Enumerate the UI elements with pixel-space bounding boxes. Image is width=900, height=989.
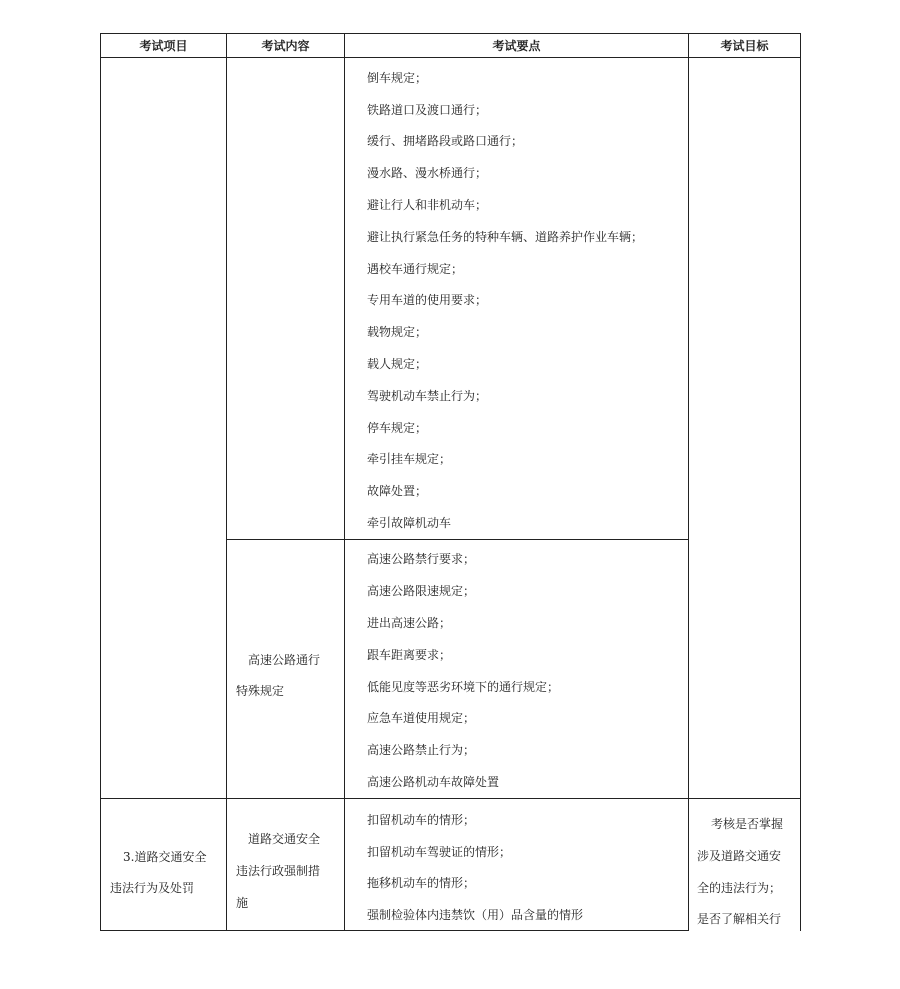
target-line3: 全的违法行为； — [697, 881, 782, 895]
header-exam-points: 考试要点 — [492, 39, 541, 53]
point-item: 缓行、拥堵路段或路口通行； — [367, 134, 524, 148]
point-item: 高速公路禁行要求； — [367, 552, 476, 566]
header-exam-target: 考试目标 — [720, 39, 769, 53]
point-item: 倒车规定； — [367, 71, 428, 85]
content-enforcement-line3: 施 — [236, 896, 249, 910]
point-item: 扣留机动车驾驶证的情形； — [367, 845, 512, 859]
point-item: 驾驶机动车禁止行为； — [367, 389, 488, 403]
point-item: 强制检验体内违禁饮（用）品含量的情形 — [367, 908, 584, 922]
col-border-right — [800, 33, 801, 931]
header-bottom-border — [100, 57, 800, 58]
point-item: 跟车距离要求； — [367, 648, 452, 662]
col-border-1 — [226, 33, 227, 931]
col-border-2 — [344, 33, 345, 931]
point-item: 高速公路禁止行为； — [367, 743, 476, 757]
point-item: 牵引故障机动车 — [367, 516, 452, 530]
point-item: 遇校车通行规定； — [367, 262, 464, 276]
col-border-3 — [688, 33, 689, 931]
point-item: 载物规定； — [367, 325, 428, 339]
point-item: 铁路道口及渡口通行； — [367, 103, 488, 117]
point-item: 停车规定； — [367, 421, 428, 435]
content-enforcement-line2: 违法行政强制措 — [236, 864, 321, 878]
point-item: 高速公路机动车故障处置 — [367, 775, 500, 789]
content-expressway-line1: 高速公路通行 — [248, 653, 321, 667]
point-item: 进出高速公路； — [367, 616, 452, 630]
header-exam-item: 考试项目 — [139, 39, 188, 53]
point-item: 专用车道的使用要求； — [367, 293, 488, 307]
col-border-left — [100, 33, 101, 931]
point-item: 避让执行紧急任务的特种车辆、道路养护作业车辆； — [367, 230, 644, 244]
point-item: 避让行人和非机动车； — [367, 198, 488, 212]
target-line2: 涉及道路交通安 — [697, 849, 782, 863]
point-item: 载人规定； — [367, 357, 428, 371]
item-3-line1: 3.道路交通安全 — [123, 850, 207, 864]
target-line4: 是否了解相关行 — [697, 912, 782, 926]
point-item: 故障处置； — [367, 484, 428, 498]
content-enforcement-line1: 道路交通安全 — [248, 832, 321, 846]
block2-bottom-border — [100, 798, 800, 799]
header-exam-content: 考试内容 — [261, 39, 310, 53]
point-item: 应急车道使用规定； — [367, 711, 476, 725]
point-item: 高速公路限速规定； — [367, 584, 476, 598]
point-item: 漫水路、漫水桥通行； — [367, 166, 488, 180]
point-item: 牵引挂车规定； — [367, 452, 452, 466]
point-item: 扣留机动车的情形； — [367, 813, 476, 827]
content-expressway-line2: 特殊规定 — [236, 684, 285, 698]
block1-bottom-border — [226, 539, 688, 540]
item-3-line2: 违法行为及处罚 — [110, 881, 195, 895]
target-line1: 考核是否掌握 — [711, 817, 784, 831]
point-item: 拖移机动车的情形； — [367, 876, 476, 890]
table-top-border — [100, 33, 800, 34]
point-item: 低能见度等恶劣环境下的通行规定； — [367, 680, 560, 694]
table-bottom-border — [100, 930, 688, 931]
